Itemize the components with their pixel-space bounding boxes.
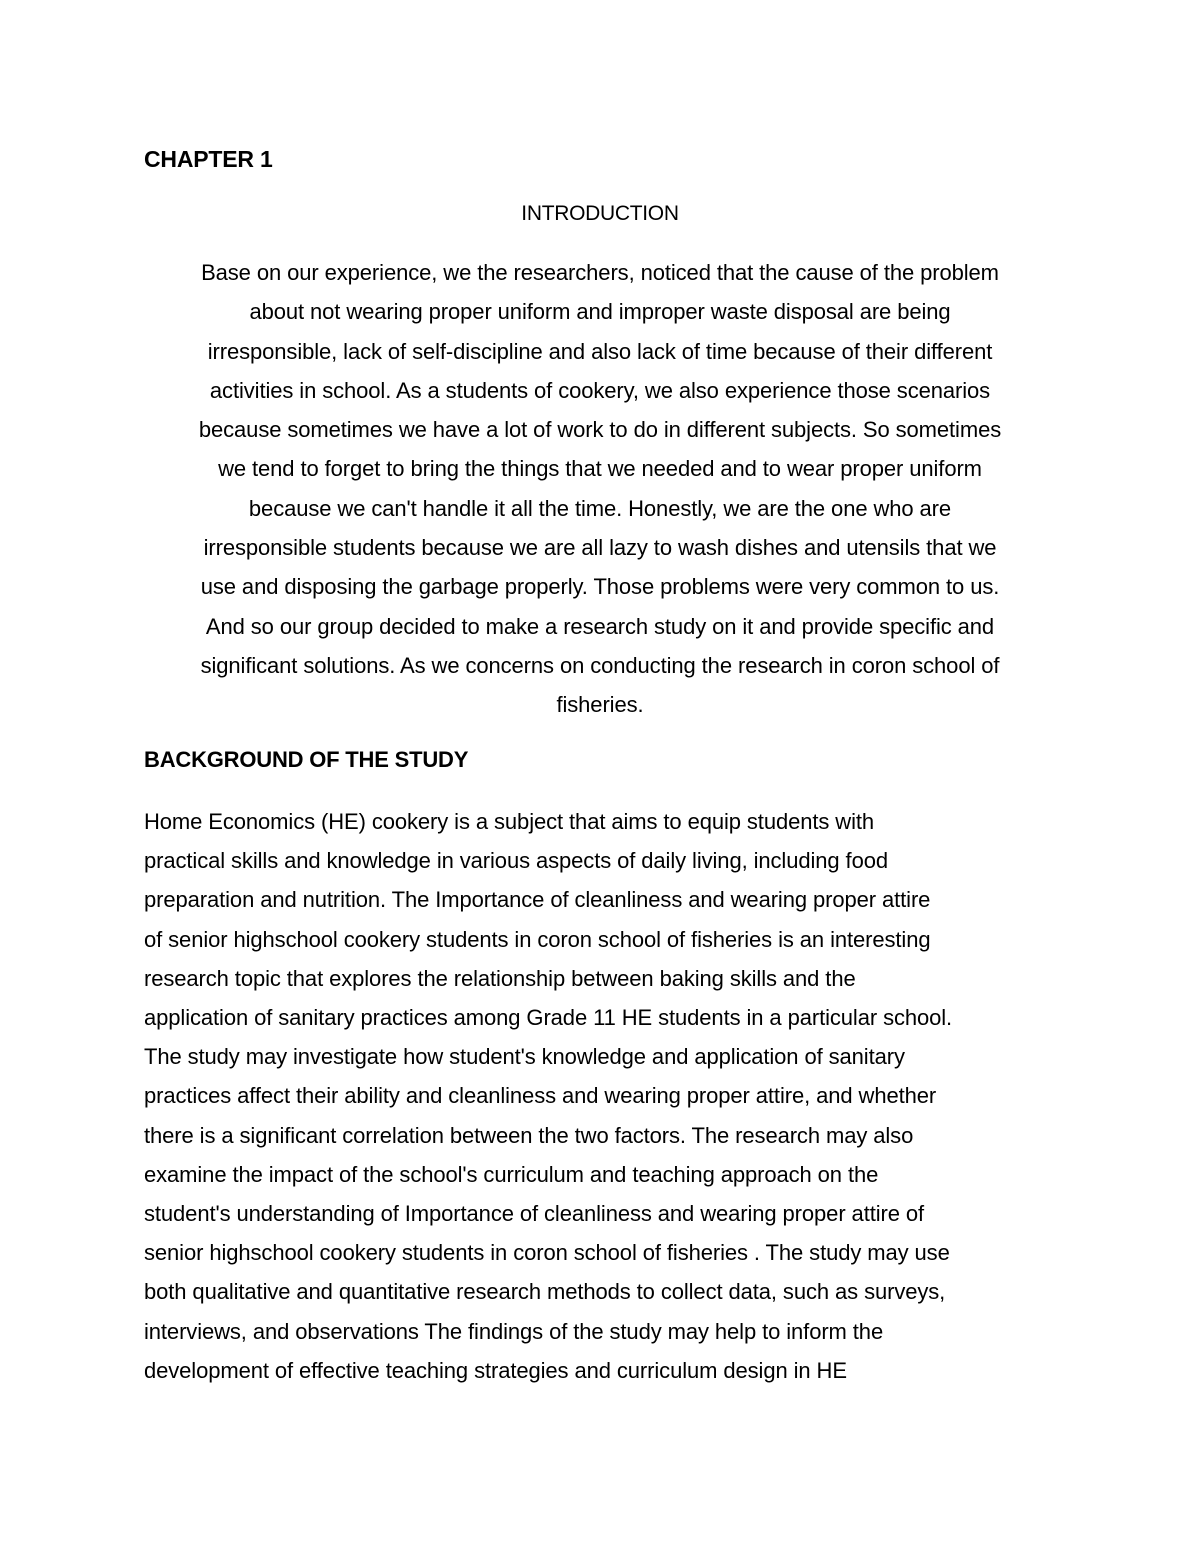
paragraph-line: Home Economics (HE) cookery is a subject that aims to equip students with [144, 809, 875, 834]
background-heading: BACKGROUND OF THE STUDY [144, 747, 469, 772]
introduction-title: INTRODUCTION [521, 202, 679, 225]
paragraph-line: The study may investigate how student's knowledge and application of sanitary [144, 1044, 905, 1070]
paragraph-line: senior highschool cookery students in coron school of fisheries . The study may use [144, 1240, 950, 1266]
paragraph-line: there is a significant correlation between the two factors. The research may also [144, 1122, 914, 1148]
paragraph-line: about not wearing proper uniform and improper waste disposal are being [249, 299, 951, 325]
paragraph-line: because sometimes we have a lot of work to do in different subjects. So sometimes [198, 417, 1002, 443]
paragraph-line: examine the impact of the school's curriculum and teaching approach on the [144, 1161, 879, 1187]
paragraph-line: application of sanitary practices among Grade 11 HE students in a particular school. [144, 1005, 953, 1031]
background-paragraph [144, 802, 1074, 1390]
paragraph-line: because we can't handle it all the time. Honestly, we are the one who are [248, 495, 952, 521]
paragraph-line: irresponsible students because we are all lazy to wash dishes and utensils that we [203, 535, 997, 561]
paragraph-line: practices affect their ability and cleanliness and wearing proper attire, and whether [144, 1083, 937, 1109]
paragraph-line: student's understanding of Importance of cleanliness and wearing proper attire of [144, 1201, 925, 1227]
paragraph-line: interviews, and observations The findings of the study may help to inform the [144, 1318, 884, 1344]
paragraph-line: practical skills and knowledge in various aspects of daily living, including food [144, 848, 888, 874]
paragraph-line: irresponsible, lack of self-discipline and also lack of time because of their different [207, 338, 993, 364]
chapter-label: CHAPTER 1 [144, 146, 273, 172]
paragraph-line: both qualitative and quantitative research methods to collect data, such as surveys, [144, 1279, 946, 1305]
paragraph-line: preparation and nutrition. The Importance of cleanliness and wearing proper attire [144, 887, 931, 913]
paragraph-line: research topic that explores the relationship between baking skills and the [144, 965, 856, 991]
paragraph-line: significant solutions. As we concerns on conducting the research in coron school of [200, 652, 1000, 678]
introduction-paragraph [140, 253, 1060, 725]
paragraph-line: Base on our experience, we the researchers, noticed that the cause of the problem [201, 260, 999, 285]
paragraph-line: activities in school. As a students of cookery, we also experience those scenarios [209, 377, 991, 403]
paragraph-line: use and disposing the garbage properly. Those problems were very common to us. [200, 574, 1000, 600]
paragraph-line: we tend to forget to bring the things that we needed and to wear proper uniform [218, 456, 982, 482]
paragraph-line: fisheries. [556, 692, 644, 718]
paragraph-line: of senior highschool cookery students in coron school of fisheries is an interesting [144, 926, 931, 952]
paragraph-line: And so our group decided to make a research study on it and provide specific and [205, 613, 995, 639]
paragraph-line: development of effective teaching strategies and curriculum design in HE [144, 1357, 847, 1383]
